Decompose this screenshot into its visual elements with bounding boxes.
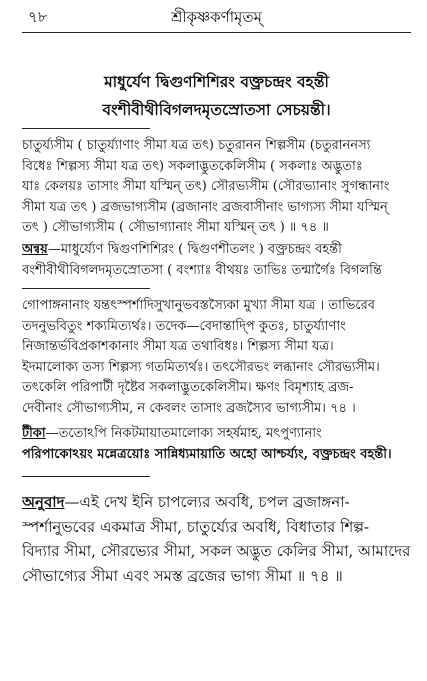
header-rule: [22, 32, 411, 33]
tika-block: [22, 424, 411, 465]
section-rule: [22, 288, 150, 289]
text-line: তদনুভবিতুং শক্যমিত্যর্থঃ। তদেক—বেদান্তাদ্পি কুতঃ, চাতুর্য্যাণাং: [22, 318, 346, 334]
text-line: —এই দেখ ইনি চাপল্যের অবধি, চপল ব্রজাঙ্গনা-: [64, 493, 350, 511]
text-line: —ততোঽপি নিকটমায়াতমালোক্য সহর্ষমাহ, মৎপুণ্যানাং: [45, 426, 322, 441]
text-line: —মাধুর্য্যেণ দ্বিগুণশিশিরং ( দ্বিগুণশীতলং ) বক্ত্রচন্দ্রং বহন্তী: [47, 242, 342, 257]
verse-block: [22, 68, 411, 124]
page-number: ৭৮: [28, 8, 48, 26]
text-line: যাঃ কেলয়ঃ তাসাং সীমা যস্মিন্ তৎ) সৌরভ্যসীম (সৌরভ্যানাং সুগন্ধানাং: [22, 179, 390, 194]
verse-line: মাধুর্যেণ দ্বিগুণশিশিরং বক্ত্রচন্দ্রং বহন্তী: [104, 72, 329, 91]
text-line: গোপাঙ্গনানাং যন্তৎস্পর্শাদিসুখানুভবস্তস্যৈকা মুখ্যা সীমা যত্র । তাভিরেব: [22, 298, 375, 313]
anvaya-block: [22, 240, 411, 281]
page-header: [22, 6, 411, 30]
commentary-first: [22, 136, 411, 239]
section-rule: [22, 476, 150, 477]
verse-line: বংশীবীথীবিগলদমৃতস্রোতসা সেচয়ন্তী।: [102, 100, 331, 119]
text-line: দেবীনাং সৌভাগ্যসীম, ন কেবলং তাসাং ব্রজস্যৈব ভাগ্যসীম। ৭৪ ।: [22, 400, 356, 416]
text-line: বিধেঃ শিল্পস্য সীমা যত্র তৎ) সকলাদ্ভুতকেলিসীম ( সকলাঃ অদ্ভুতাঃ: [22, 158, 363, 174]
text-line: স্পর্শানুভবের একমাত্র সীমা, চাতুর্য্যের অবধি, বিধাতার শিল্প-: [22, 517, 370, 536]
text-line: তৎকেলি পরিপাটী দৃষ্টৈব সকলাদ্ভুতকেলিসীম। ক্ষণং বিমৃশ্যাহ ব্রজ-: [22, 380, 354, 395]
text-line: সৌভাগ্যের সীমা এবং সমস্ত ব্রজের ভাগ্য সীমা ॥ ৭৪ ॥: [22, 566, 343, 585]
text-line: বংশীবীথীবিগলদমৃতস্রোতসা ( বংশ্যাঃ বীথয়ঃ তাভিঃ তন্মার্গৈঃ বিগলন্তি: [22, 262, 382, 278]
tika-label: টীকা: [22, 426, 46, 441]
anubad-block: [22, 490, 411, 588]
page-running-title: শ্রীকৃষ্ণকর্ণামৃতম্: [171, 8, 262, 26]
text-line: চাতুর্য্যসীম ( চাতুর্য্যাণাং সীমা যত্র তৎ) চতুরানন শিল্পসীম (চতুরাননস্য: [22, 138, 371, 153]
text-line: সীমা যত্র তৎ ) ব্রজভাগ্যসীম (ব্রজানাং ব্রজবাসীনাং ভাগ্যস্য সীমা যস্মিন্: [22, 199, 388, 215]
text-line: তৎ ) সৌভাগ্যসীম ( সৌভাগ্যানাং সীমা যস্মিন্ তৎ ) ॥ ৭৪ ॥: [22, 220, 329, 235]
anvaya-label: অন্বয়: [22, 242, 48, 257]
text-line: বিদ্যার সীমা, সৌরভ্যের সীমা, সকল অদ্ভুত কেলির সীমা, আমাদের: [22, 542, 411, 560]
commentary-second: [22, 296, 411, 419]
text-line: নিজান্তর্ভবিপ্রকাশকানাং সীমা যত্র তথাবিধঃ। শিল্পস্য সীমা যত্র।: [22, 339, 334, 354]
section-rule: [22, 128, 150, 129]
anubad-label: অনুবাদ: [22, 493, 65, 511]
text-line: ইদমালোক্য তস্য শিল্পস্য গতমিত্যর্থঃ। তৎসৌরভং লব্ধানাং সৌরভ্যসীম।: [22, 359, 380, 375]
text-line: পরিপাকোঽয়ং মন্নেত্রয়োঃ সান্নিধ্যমায়াতি অহো আশ্চর্য্যং, বক্ত্রচন্দ্রং বহন্তী।: [22, 446, 392, 462]
